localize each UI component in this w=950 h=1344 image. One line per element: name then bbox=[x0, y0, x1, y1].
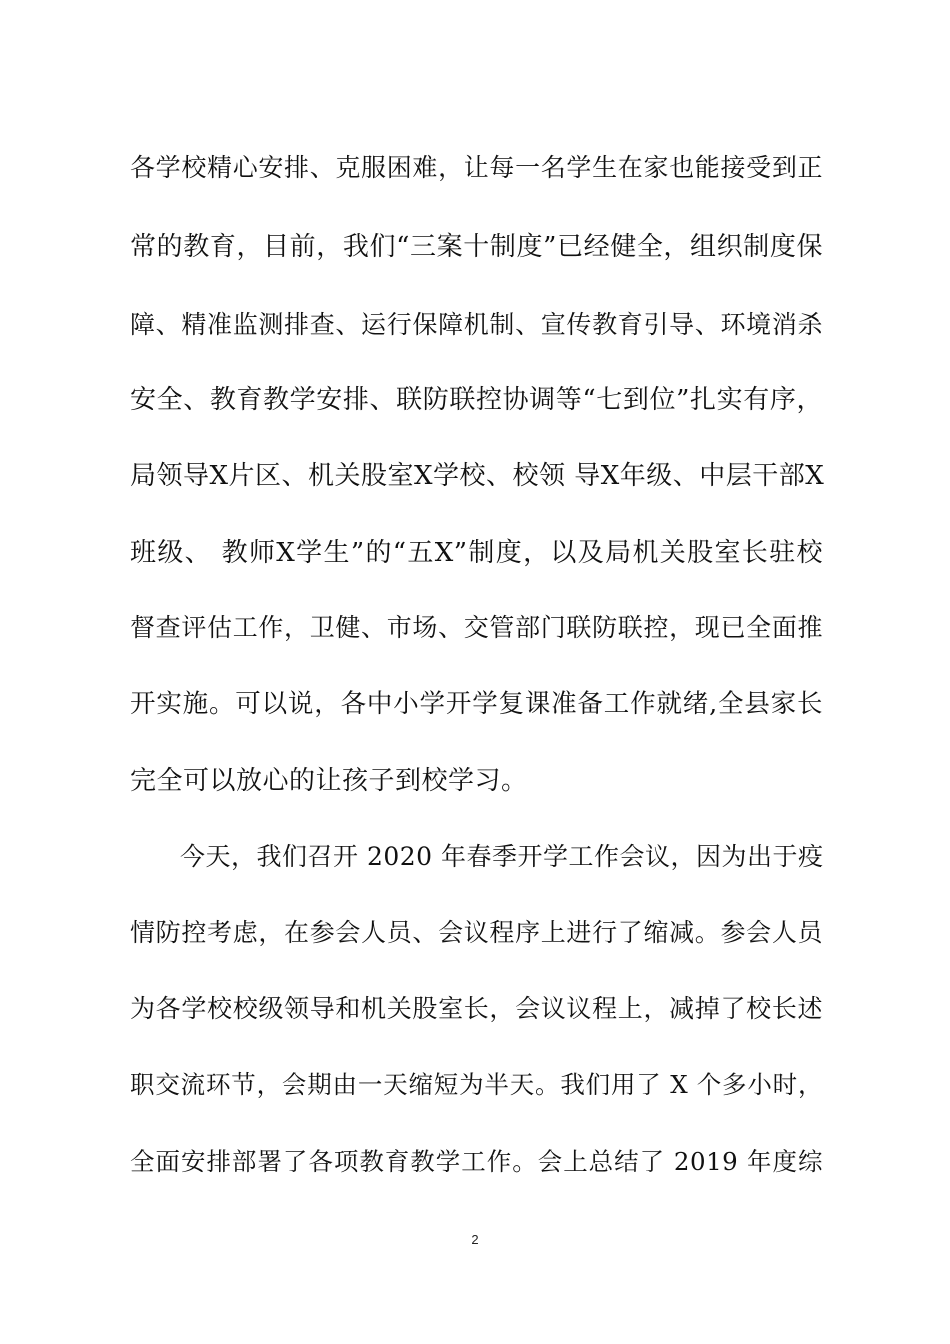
paragraph-line: 安全、教育教学安排、联防联控协调等“七到位”扎实有序， bbox=[130, 385, 823, 415]
page-number: 2 bbox=[471, 1232, 479, 1247]
paragraph-line: 班级、 教师X学生”的“五X”制度，以及局机关股室长驻校 bbox=[130, 538, 823, 568]
paragraph-line: 督查评估工作，卫健、市场、交管部门联防联控，现已全面推 bbox=[130, 613, 823, 642]
paragraph-line: 全面安排部署了各项教育教学工作。会上总结了 2019 年度综 bbox=[130, 1147, 823, 1176]
paragraph-line: 局领导X片区、机关股室X学校、校领 导X年级、中层干部X bbox=[130, 461, 825, 491]
paragraph-line: 今天，我们召开 2020 年春季开学工作会议，因为出于疫 bbox=[180, 842, 824, 871]
paragraph-line: 开实施。可以说，各中小学开学复课准备工作就绪,全县家长 bbox=[130, 689, 823, 719]
paragraph-line: 职交流环节，会期由一天缩短为半天。我们用了 X 个多小时， bbox=[130, 1070, 823, 1099]
paragraph-line: 完全可以放心的让孩子到校学习。 bbox=[130, 766, 528, 796]
paragraph-line: 各学校精心安排、克服困难，让每一名学生在家也能接受到正 bbox=[130, 153, 823, 182]
paragraph-line: 常的教育，目前，我们“三案十制度”已经健全，组织制度保 bbox=[130, 232, 823, 262]
paragraph-line: 障、精准监测排查、运行保障机制、宣传教育引导、环境消杀 bbox=[130, 310, 823, 339]
paragraph-line: 为各学校校级领导和机关股室长，会议议程上，减掉了校长述 bbox=[130, 994, 823, 1023]
paragraph-line: 情防控考虑，在参会人员、会议程序上进行了缩减。参会人员 bbox=[130, 918, 823, 947]
